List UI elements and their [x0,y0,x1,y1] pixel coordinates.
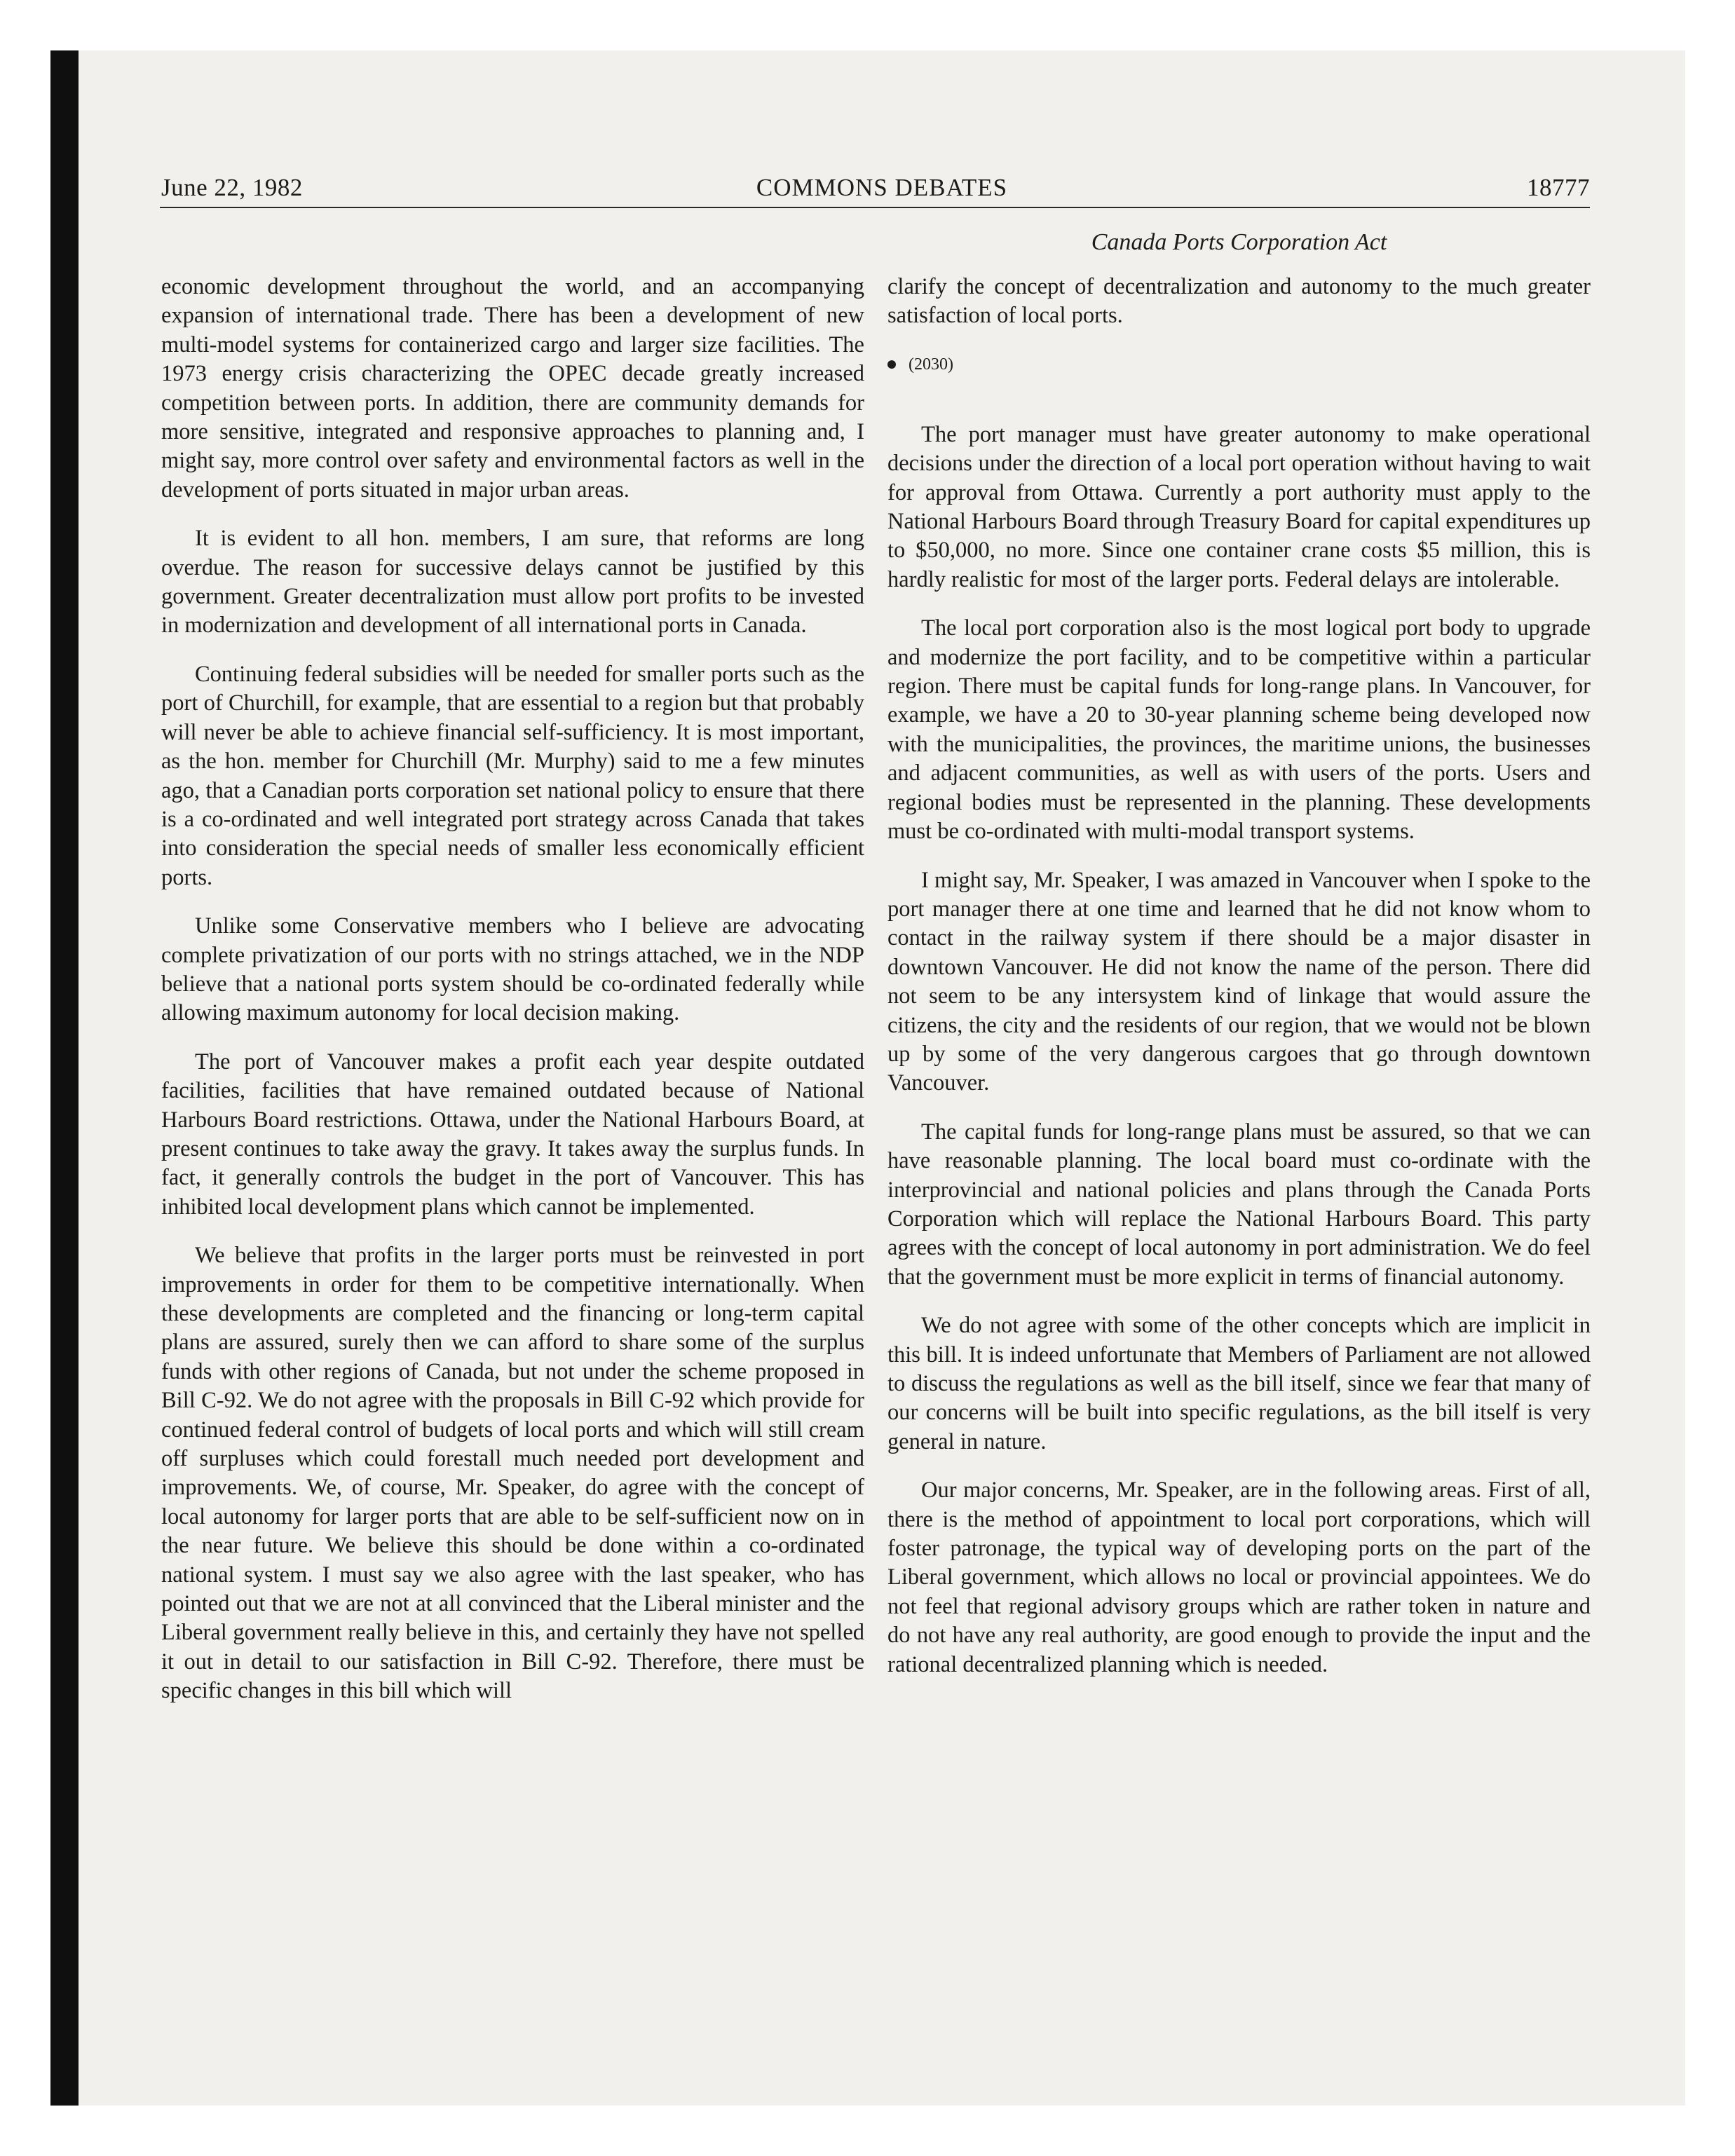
header-rule [160,207,1590,208]
paragraph: The capital funds for long-range plans must be assured, so that we can have reasonable planning. The local board must co-ordinate with the interprovincial and national policies and plans through the Canada Ports Corporation which will replace the National Harbours Board. This party agrees with the concept of local autonomy in port administration. We do feel that the government must be more explicit in terms of financial autonomy. [887,1119,1591,1290]
paragraph: The local port corporation also is the most logical port body to upgrade and modernize the port facility, and to be competitive within a particular region. There must be capital funds for long-range plans. In Vancouver, for example, we have a 20 to 30-year planning scheme being developed now with the municipalities, the provinces, the maritime unions, the businesses and adjacent communities, as well as with users of the ports. Users and regional bodies must be represented in the planning. These developments must be co-ordinated with multi-modal transport systems. [887,615,1591,845]
paragraph: economic development throughout the world, and an accompanying expansion of international trade. There has been a development of new multi-model systems for containerized cargo and larger size facilities. The 1973 energy crisis characterizing the OPEC decade greatly increased competition between ports. In addition, there are community demands for more sensitive, integrated and responsive approaches to planning and, I might say, more control over safety and environmental factors as well in the development of ports situated in major urban areas. [161,274,864,503]
left-column [161,273,864,1726]
paragraph: Our major concerns, Mr. Speaker, are in the following areas. First of all, there is the method of appointment to local port corporations, which will foster patronage, the typical way of developing ports on the part of the Liberal government, which allows no local or provincial appointees. We do not feel that regional advisory groups which are rather token in nature and do not have any real authority, are good enough to provide the input and the rational decentralized planning which is needed. [887,1478,1591,1677]
right-column [887,273,1591,1699]
header-title: COMMONS DEBATES [756,174,1008,201]
bullet-icon [887,360,896,369]
paragraph: I might say, Mr. Speaker, I was amazed in Vancouver when I spoke to the port manager there at one time and learned that he did not know whom to contact in the railway system if there should be a major disaster in downtown Vancouver. He did not know the name of the person. There did not seem to be any intersystem kind of linkage that would assure the citizens, the city and the residents of our region, that we would not be blown up by some of the very dangerous cargoes that go through downtown Vancouver. [887,867,1591,1096]
paragraph: The port manager must have greater autonomy to make operational decisions under the direction of a local port operation without having to wait for approval from Ottawa. Currently a port authority must apply to the National Harbours Board through Treasury Board for capital expenditures up to $50,000, no more. Since one container crane costs $5 million, this is hardly realistic for most of the larger ports. Federal delays are intolerable. [887,421,1591,592]
running-head: Canada Ports Corporation Act [1091,229,1387,255]
header-page-number: 18777 [1527,174,1590,201]
time-marker-text: (2030) [909,355,953,374]
paragraph: The port of Vancouver makes a profit each year despite outdated facilities, facilities that have remained outdated because of National Harbours Board restrictions. Ottawa, under the National Harbours Board, at present continues to take away the gravy. It takes away the surplus funds. In fact, it generally controls the budget in the port of Vancouver. This has inhibited local development plans which cannot be implemented. [161,1049,864,1220]
time-marker [887,350,1591,378]
paragraph: Continuing federal subsidies will be needed for smaller ports such as the port of Churchill, for example, that are essential to a region but that probably will never be able to achieve financial self-sufficiency. It is most important, as the hon. member for Churchill (Mr. Murphy) said to me a few minutes ago, that a Canadian ports corporation set national policy to ensure that there is a co-ordinated and well integrated port strategy across Canada that takes into consideration the special needs of smaller less economically efficient ports. [161,661,864,890]
paragraph: Unlike some Conservative members who I believe are advocating complete privatization of our ports with no strings attached, we in the NDP believe that a national ports system should be co-ordinated federally while allowing maximum autonomy for local decision making. [161,913,864,1026]
header-date: June 22, 1982 [161,174,303,201]
paragraph: It is evident to all hon. members, I am sure, that reforms are long overdue. The reason for successive delays cannot be justified by this government. Greater decentralization must allow port profits to be invested in modernization and development of all international ports in Canada. [161,526,864,639]
paragraph: We believe that profits in the larger ports must be reinvested in port improvements in order for them to be competitive internationally. When these developments are completed and the financing or long-term capital plans are assured, surely then we can afford to share some of the surplus funds with other regions of Canada, but not under the scheme proposed in Bill C-92. We do not agree with the proposals in Bill C-92 which provide for continued federal control of budgets of local ports and which will still cream off surpluses which could forestall much needed port development and improvements. We, of course, Mr. Speaker, do agree with the concept of local autonomy for larger ports that are able to be self-sufficient now on in the near future. We believe this should be done within a co-ordinated national system. I must say we also agree with the last speaker, who has pointed out that we are not at all convinced that the Liberal minister and the Liberal government really believe in this, and certainly they have not spelled it out in detail to our satisfaction in Bill C-92. Therefore, there must be specific changes in this bill which will [161,1243,864,1704]
paragraph: clarify the concept of decentralization and autonomy to the much greater satisfaction of local ports. [887,274,1591,329]
binding-edge-shadow [50,50,79,2106]
paragraph: We do not agree with some of the other concepts which are implicit in this bill. It is indeed unfortunate that Members of Parliament are not allowed to discuss the regulations as well as the bill itself, since we fear that many of our concerns will be built into specific regulations, as the bill itself is very general in nature. [887,1313,1591,1454]
